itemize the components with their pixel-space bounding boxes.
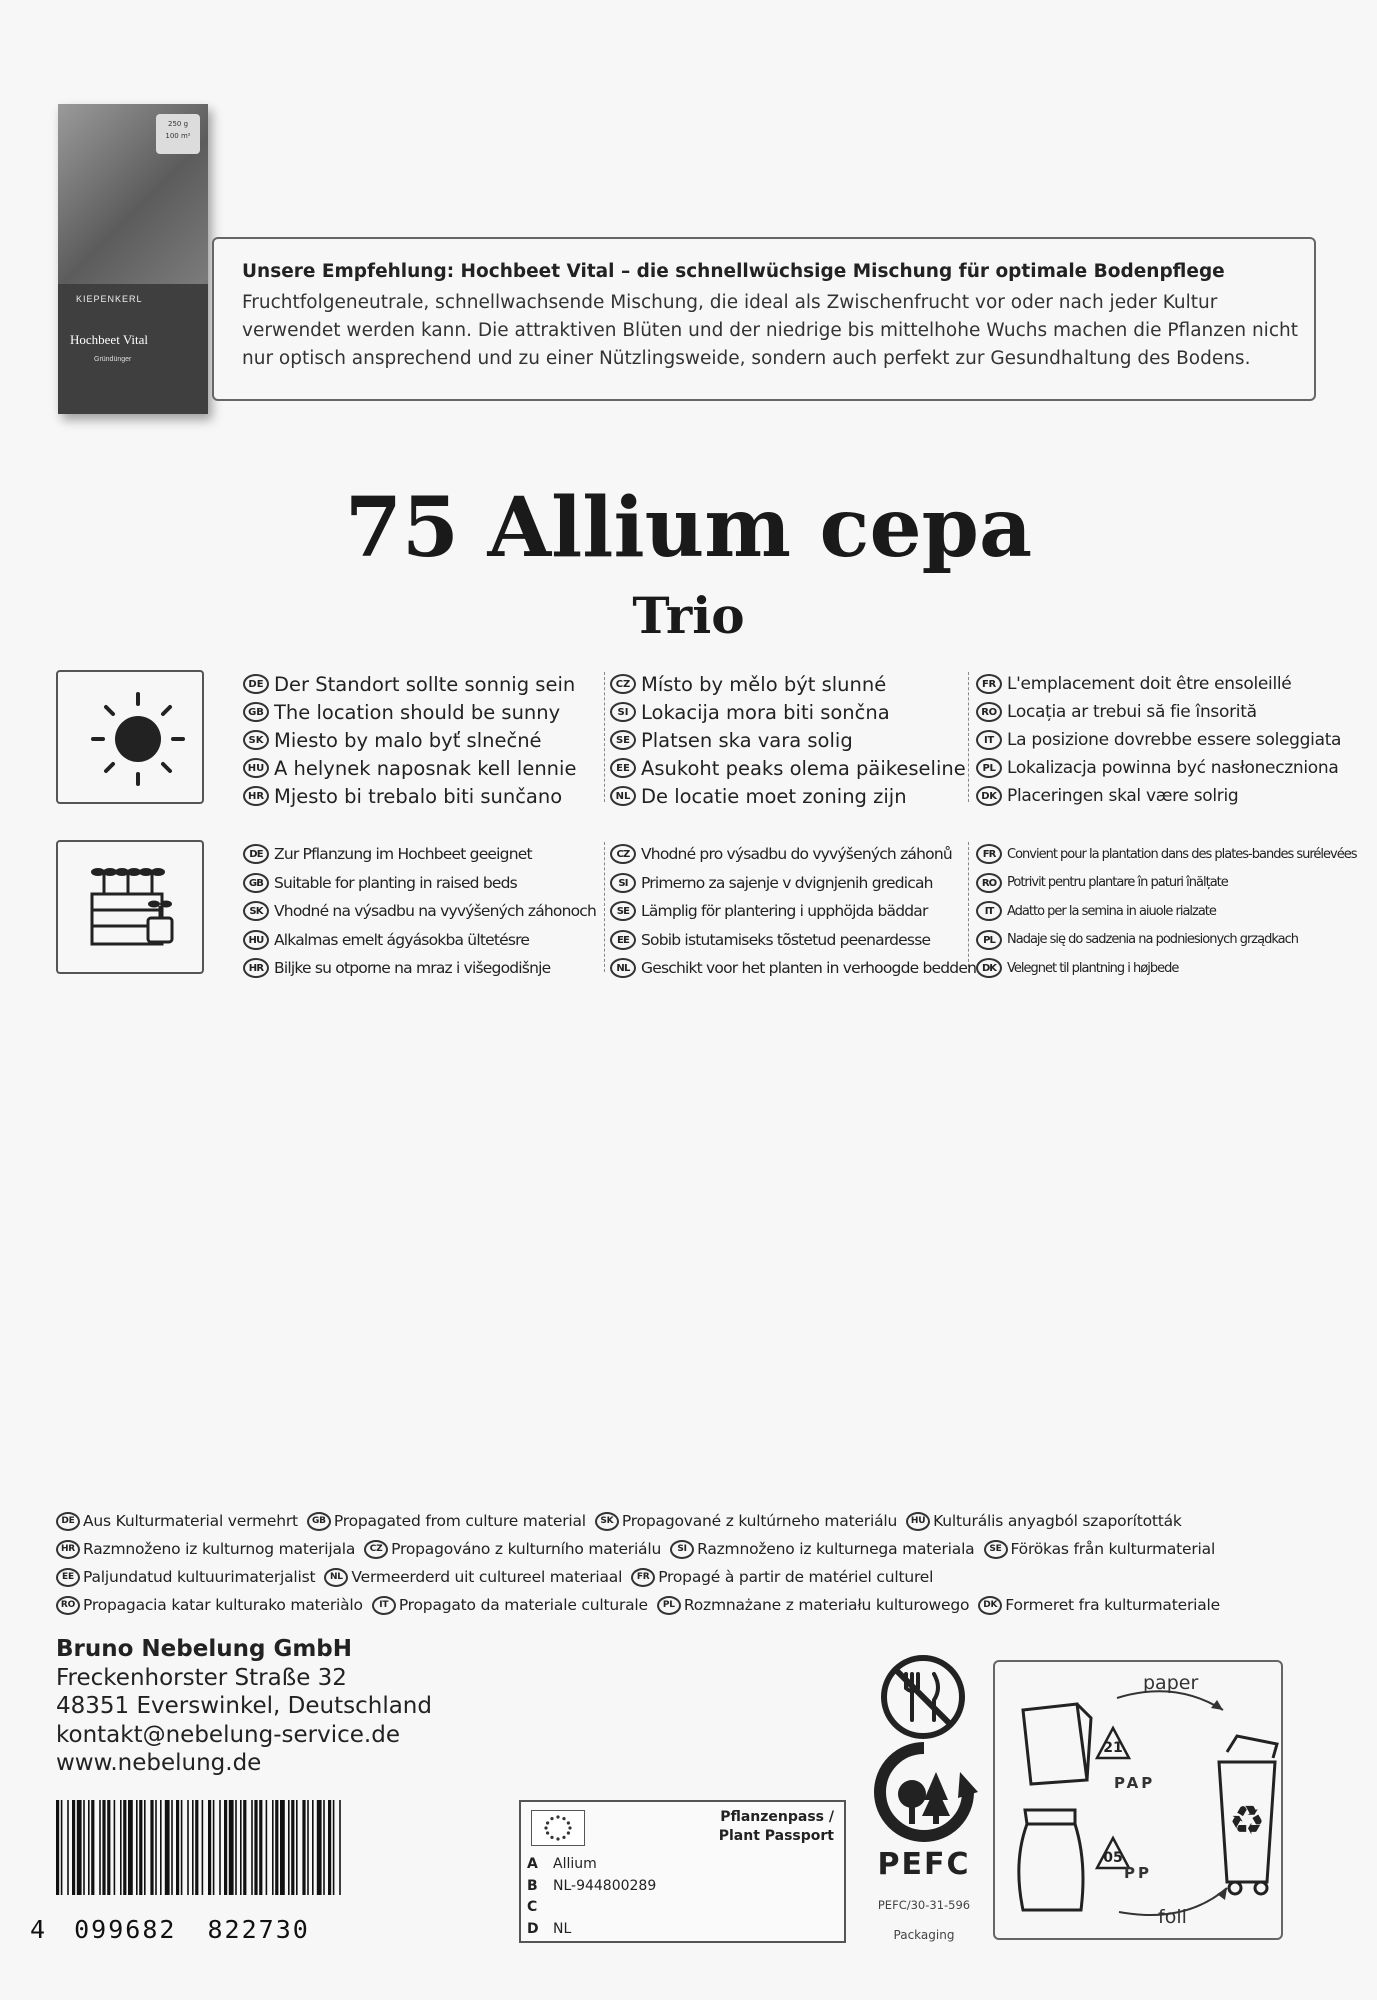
country-code-icon: PL [657,1596,681,1615]
propagation-line [56,1591,1336,1619]
not-for-food-icon [878,1652,968,1742]
barcode-bar [195,1800,198,1895]
separator [968,672,969,802]
barcode-bar [77,1800,82,1895]
language-text: De locatie moet zoning zijn [641,784,907,808]
barcode-bar [259,1800,262,1895]
barcode-bar [208,1800,211,1895]
barcode-bar [275,1800,278,1895]
barcode-bar [155,1800,157,1895]
plastic-abbr: PP [1124,1864,1152,1882]
sun-icon-box [56,670,204,804]
barcode-bar [176,1800,179,1895]
pefc-logo-icon [862,1742,986,1882]
country-code-icon: SI [610,702,636,722]
language-row [976,869,1357,898]
country-code-icon: FR [631,1568,655,1587]
sun-col-1 [243,670,576,810]
barcode-bar [136,1800,138,1895]
barcode-bar [99,1800,101,1895]
language-text: Velegnet til plantning i højbede [1007,960,1179,976]
propagation-line [56,1535,1336,1563]
barcode-bar [266,1800,268,1895]
passport-key: A [527,1856,538,1872]
language-row [610,754,966,782]
language-text: Vhodné na výsadbu na vyvýšených záhonoch [274,902,597,921]
country-code-icon: CZ [610,674,636,694]
barcode-bar [102,1800,105,1895]
barcode-bar [202,1800,204,1895]
language-row [976,954,1357,983]
plant-passport-rows [527,1854,656,1940]
language-row [243,782,576,810]
propagation-text: Propagované z kultúrneho materiálu [621,1512,898,1530]
barcode-bar [235,1800,237,1895]
passport-key: D [527,1920,539,1937]
language-text: Lokacija mora biti sončna [641,700,890,724]
country-code-icon: NL [610,786,636,806]
company-name: Bruno Nebelung GmbH [56,1636,353,1662]
language-text: Placeringen skal være solrig [1007,786,1239,806]
language-row [243,926,596,955]
barcode-bar [224,1800,227,1895]
country-code-icon: SK [243,730,269,750]
country-code-icon: SK [243,901,269,921]
language-row [243,840,596,869]
paper-sheet-icon [1023,1704,1091,1784]
propagation-text: Razmnoženo iz kulturnog materijala [83,1540,356,1558]
product-box-image [58,104,208,414]
eu-flag-icon [531,1810,585,1846]
language-text: Biljke su otporne na mraz i višegodišnje [274,959,551,978]
web-link[interactable]: www.nebelung.de [56,1750,262,1776]
country-code-icon: PL [976,758,1002,778]
barcode-bar [114,1800,116,1895]
propagation-list [56,1507,1336,1619]
separator [604,672,605,802]
barcode-bar [107,1800,110,1895]
barcode-digits: 4 099682 822730 [30,1915,310,1944]
country-code-icon: GB [307,1512,331,1531]
sun-col-2 [610,670,966,810]
country-code-icon: SI [670,1540,694,1559]
language-text: Locația ar trebui să fie însorită [1007,702,1257,722]
language-row [610,897,976,926]
barcode-bar [144,1800,146,1895]
language-row [243,726,576,754]
language-text: Miesto by malo byť slnečné [274,728,542,752]
svg-text:21: 21 [1103,1740,1123,1756]
language-row [610,726,966,754]
language-text: Convient pour la plantation dans des plates-bandes surélevées [1007,846,1357,862]
language-text: Der Standort sollte sonnig sein [274,672,576,696]
propagation-item [595,1512,897,1531]
barcode-bar [272,1800,274,1895]
country-code-icon: HU [243,930,269,950]
language-row [243,754,576,782]
brand-logo: KIEPENKERL [76,294,143,304]
barcode-bar [150,1800,153,1895]
product-badge: 250 g 100 m² [156,114,200,154]
passport-key: C [527,1899,538,1915]
country-code-icon: SK [595,1512,619,1531]
country-code-icon: HU [906,1512,930,1531]
country-code-icon: RO [976,873,1002,893]
propagation-text: Propagated from culture material [333,1512,586,1530]
country-code-icon: IT [976,730,1002,750]
language-row [976,726,1341,754]
foil-label: foil [1158,1906,1187,1928]
propagation-item [906,1512,1182,1531]
raised-bed-icon [58,842,202,972]
packaging-label: Packaging [893,1928,955,1942]
passport-value: Allium [553,1856,597,1872]
recycling-graphic [995,1662,1281,1938]
language-row [976,754,1341,782]
language-text: Primerno za sajenje v dvignjenih gredicah [641,873,933,892]
plant-passport-row [527,1876,656,1898]
country-code-icon: DK [976,786,1002,806]
email-link[interactable]: kontakt@nebelung-service.de [56,1721,400,1748]
language-text: Suitable for planting in raised beds [274,873,517,892]
product-sub: Gründünger [94,356,132,363]
barcode-bar [72,1800,75,1895]
paper-label: paper [1143,1672,1199,1694]
product-name: Hochbeet Vital [70,332,149,347]
barcode-bar [323,1800,325,1895]
propagation-text: Paljundatud kultuurimaterjalist [83,1568,316,1586]
country-code-icon: RO [56,1596,80,1615]
raised-bed-icon-box [56,840,204,974]
propagation-item [984,1540,1216,1559]
propagation-item [670,1540,974,1559]
language-text: Potrivit pentru plantare în paturi înălțate [1007,875,1228,891]
country-code-icon: DE [243,674,269,694]
street: Freckenhorster Straße 32 [56,1664,347,1691]
recommendation-title: Unsere Empfehlung: Hochbeet Vital – die schnellwüchsige Mischung für optimale Bodenpflege [242,261,1225,282]
recycle-symbol-icon: ♻ [1229,1798,1265,1844]
barcode-bar [240,1800,242,1895]
barcode-bar [181,1800,183,1895]
country-code-icon: NL [324,1568,348,1587]
barcode-bar [56,1800,59,1895]
language-text: Zur Pflanzung im Hochbeet geeignet [274,845,532,864]
barcode-bar [187,1800,189,1895]
barcode-bar [288,1800,290,1895]
propagation-line [56,1507,1336,1535]
propagation-text: Förökas från kulturmaterial [1010,1540,1216,1558]
language-text: Adatto per la semina in aiuole rialzate [1007,903,1216,919]
language-row [976,926,1357,955]
pefc-number: PEFC/30-31-596 [877,1898,971,1912]
propagation-text: Propagato da materiale culturale [398,1596,648,1614]
country-code-icon: DK [976,958,1002,978]
language-text: Lämplig för plantering i upphöjda bäddar [641,902,928,921]
propagation-line [56,1563,1336,1591]
country-code-icon: CZ [610,844,636,864]
barcode-bar [302,1800,305,1895]
barcode-bar [120,1800,122,1895]
barcode-bar [91,1800,94,1895]
recycling-box [993,1660,1283,1940]
propagation-text: Razmnoženo iz kulturnega materiala [697,1540,975,1558]
country-code-icon: HR [243,958,269,978]
barcode-bar [317,1800,322,1895]
country-code-icon: DK [978,1596,1002,1615]
propagation-text: Propagacia katar kulturako materiàlo [83,1596,363,1614]
barcode-bar [229,1800,234,1895]
barcode-bar [339,1800,341,1895]
language-row [610,869,976,898]
barcode-bar [312,1800,314,1895]
paper-abbr: PAP [1114,1774,1156,1792]
language-text: Nadaje się do sadzenia na podniesionych grządkach [1007,932,1298,948]
propagation-item [56,1568,315,1587]
barcode [56,1800,341,1895]
country-code-icon: EE [56,1568,80,1587]
country-code-icon: HR [56,1540,80,1559]
propagation-item [631,1568,933,1587]
country-code-icon: IT [372,1596,396,1615]
barcode-bar [251,1800,253,1895]
city: 48351 Everswinkel, Deutschland [56,1693,432,1719]
country-code-icon: FR [976,844,1002,864]
barcode-bar [67,1800,69,1895]
language-row [610,670,966,698]
propagation-text: Kulturális anyagból szaporították [933,1512,1182,1530]
language-row [610,698,966,726]
language-text: Platsen ska vara solig [641,728,853,752]
language-row [976,670,1341,698]
sun-col-3 [976,670,1341,810]
country-code-icon: GB [243,702,269,722]
plant-passport-row [527,1897,656,1919]
passport-value: NL-944800289 [553,1877,657,1894]
propagation-text: Propagé à partir de matériel culturel [658,1568,934,1586]
plant-passport-row [527,1919,656,1941]
country-code-icon: DE [243,844,269,864]
language-row [243,670,576,698]
page-title: 75 Allium cepa [344,480,1033,576]
country-code-icon: EE [610,758,636,778]
svg-text:05: 05 [1103,1850,1123,1866]
raised-col-3 [976,840,1357,983]
passport-key: B [527,1877,538,1894]
country-code-icon: SE [610,730,636,750]
propagation-item [56,1596,363,1615]
bag-icon [1019,1810,1083,1910]
language-row [976,897,1357,926]
barcode-bar [128,1800,133,1895]
country-code-icon: SE [610,901,636,921]
raised-col-1 [243,840,596,983]
language-row [610,782,966,810]
language-text: Sobib istutamiseks tõstetud peenardesse [641,930,931,949]
language-row [610,926,976,955]
barcode-bar [296,1800,298,1895]
barcode-bar [165,1800,170,1895]
barcode-bar [83,1800,85,1895]
propagation-text: Vermeerderd uit cultureel materiaal [351,1568,623,1586]
language-row [976,840,1357,869]
country-code-icon: RO [976,702,1002,722]
language-text: Místo by mělo být slunné [641,672,887,696]
propagation-item [978,1596,1220,1615]
language-row [610,954,976,983]
barcode-bar [160,1800,162,1895]
barcode-bar [213,1800,215,1895]
language-text: Lokalizacja powinna być nasłoneczniona [1007,758,1339,778]
country-code-icon: SI [610,873,636,893]
language-text: Vhodné pro výsadbu do vyvýšených záhonů [641,845,952,864]
barcode-bar [192,1800,194,1895]
country-code-icon: EE [610,930,636,950]
language-row [610,840,976,869]
propagation-item [372,1596,648,1615]
barcode-bar [254,1800,257,1895]
propagation-item [307,1512,586,1531]
propagation-item [56,1512,298,1531]
barcode-bar [307,1800,309,1895]
sun-icon [58,672,202,802]
barcode-bar [171,1800,173,1895]
separator [604,842,605,972]
language-text: Asukoht peaks olema päikeseline [641,756,966,780]
propagation-text: Rozmnażane z materiału kulturowego [683,1596,970,1614]
country-code-icon: CZ [364,1540,388,1559]
propagation-item [56,1540,355,1559]
propagation-text: Aus Kulturmaterial vermehrt [83,1512,298,1530]
language-row [243,869,596,898]
language-text: Mjesto bi trebalo biti sunčano [274,784,563,808]
propagation-item [324,1568,622,1587]
propagation-item [364,1540,661,1559]
svg-text:PEFC: PEFC [877,1847,971,1882]
recommendation-body: Fruchtfolgeneutrale, schnellwachsende Mischung, die ideal als Zwischenfrucht vor oder nach jeder Kultur verwendet werden kann. Die attraktiven Blüten und der niedrige bis mittelhohe Wuchs machen die Pflanzen nicht nur optisch ansprechend und zu einer Nützlingsweide, sondern auch perfekt zur Gesundhaltung des Bodens. [242,292,1298,369]
country-code-icon: GB [243,873,269,893]
barcode-bar [139,1800,142,1895]
language-text: Geschikt voor het planten in verhoogde bedden [641,959,977,978]
country-code-icon: FR [976,674,1002,694]
language-row [243,698,576,726]
language-text: A helynek naposnak kell lennie [274,756,577,780]
barcode-bar [219,1800,221,1895]
language-row [243,897,596,926]
barcode-bar [123,1800,126,1895]
plant-passport-row [527,1854,656,1876]
propagation-item [657,1596,969,1615]
passport-value: NL [553,1920,572,1937]
country-code-icon: HR [243,786,269,806]
language-text: Alkalmas emelt ágyásokba ültetésre [274,930,530,949]
propagation-text: Formeret fra kulturmateriale [1005,1596,1220,1614]
barcode-bar [243,1800,246,1895]
country-code-icon: HU [243,758,269,778]
barcode-bar [328,1800,331,1895]
country-code-icon: NL [610,958,636,978]
language-text: La posizione dovrebbe essere soleggiata [1007,730,1342,750]
language-text: The location should be sunny [274,700,561,724]
plant-passport-title: Pflanzenpass / Plant Passport [718,1809,834,1844]
language-row [243,954,596,983]
barcode-bar [333,1800,335,1895]
barcode-bar [88,1800,90,1895]
country-code-icon: IT [976,901,1002,921]
language-text: L'emplacement doit être ensoleillé [1007,674,1292,694]
raised-col-2 [610,840,976,983]
propagation-text: Propagováno z kulturního materiálu [391,1540,662,1558]
barcode-bar [291,1800,294,1895]
country-code-icon: PL [976,930,1002,950]
page-subtitle: Trio [632,586,745,645]
language-row [976,782,1341,810]
plant-passport [519,1800,846,1943]
barcode-bar [61,1800,63,1895]
country-code-icon: SE [984,1540,1008,1559]
language-row [976,698,1341,726]
company-address [56,1635,432,1778]
barcode-bar [280,1800,285,1895]
recommendation-box [212,237,1316,401]
country-code-icon: DE [56,1512,80,1531]
